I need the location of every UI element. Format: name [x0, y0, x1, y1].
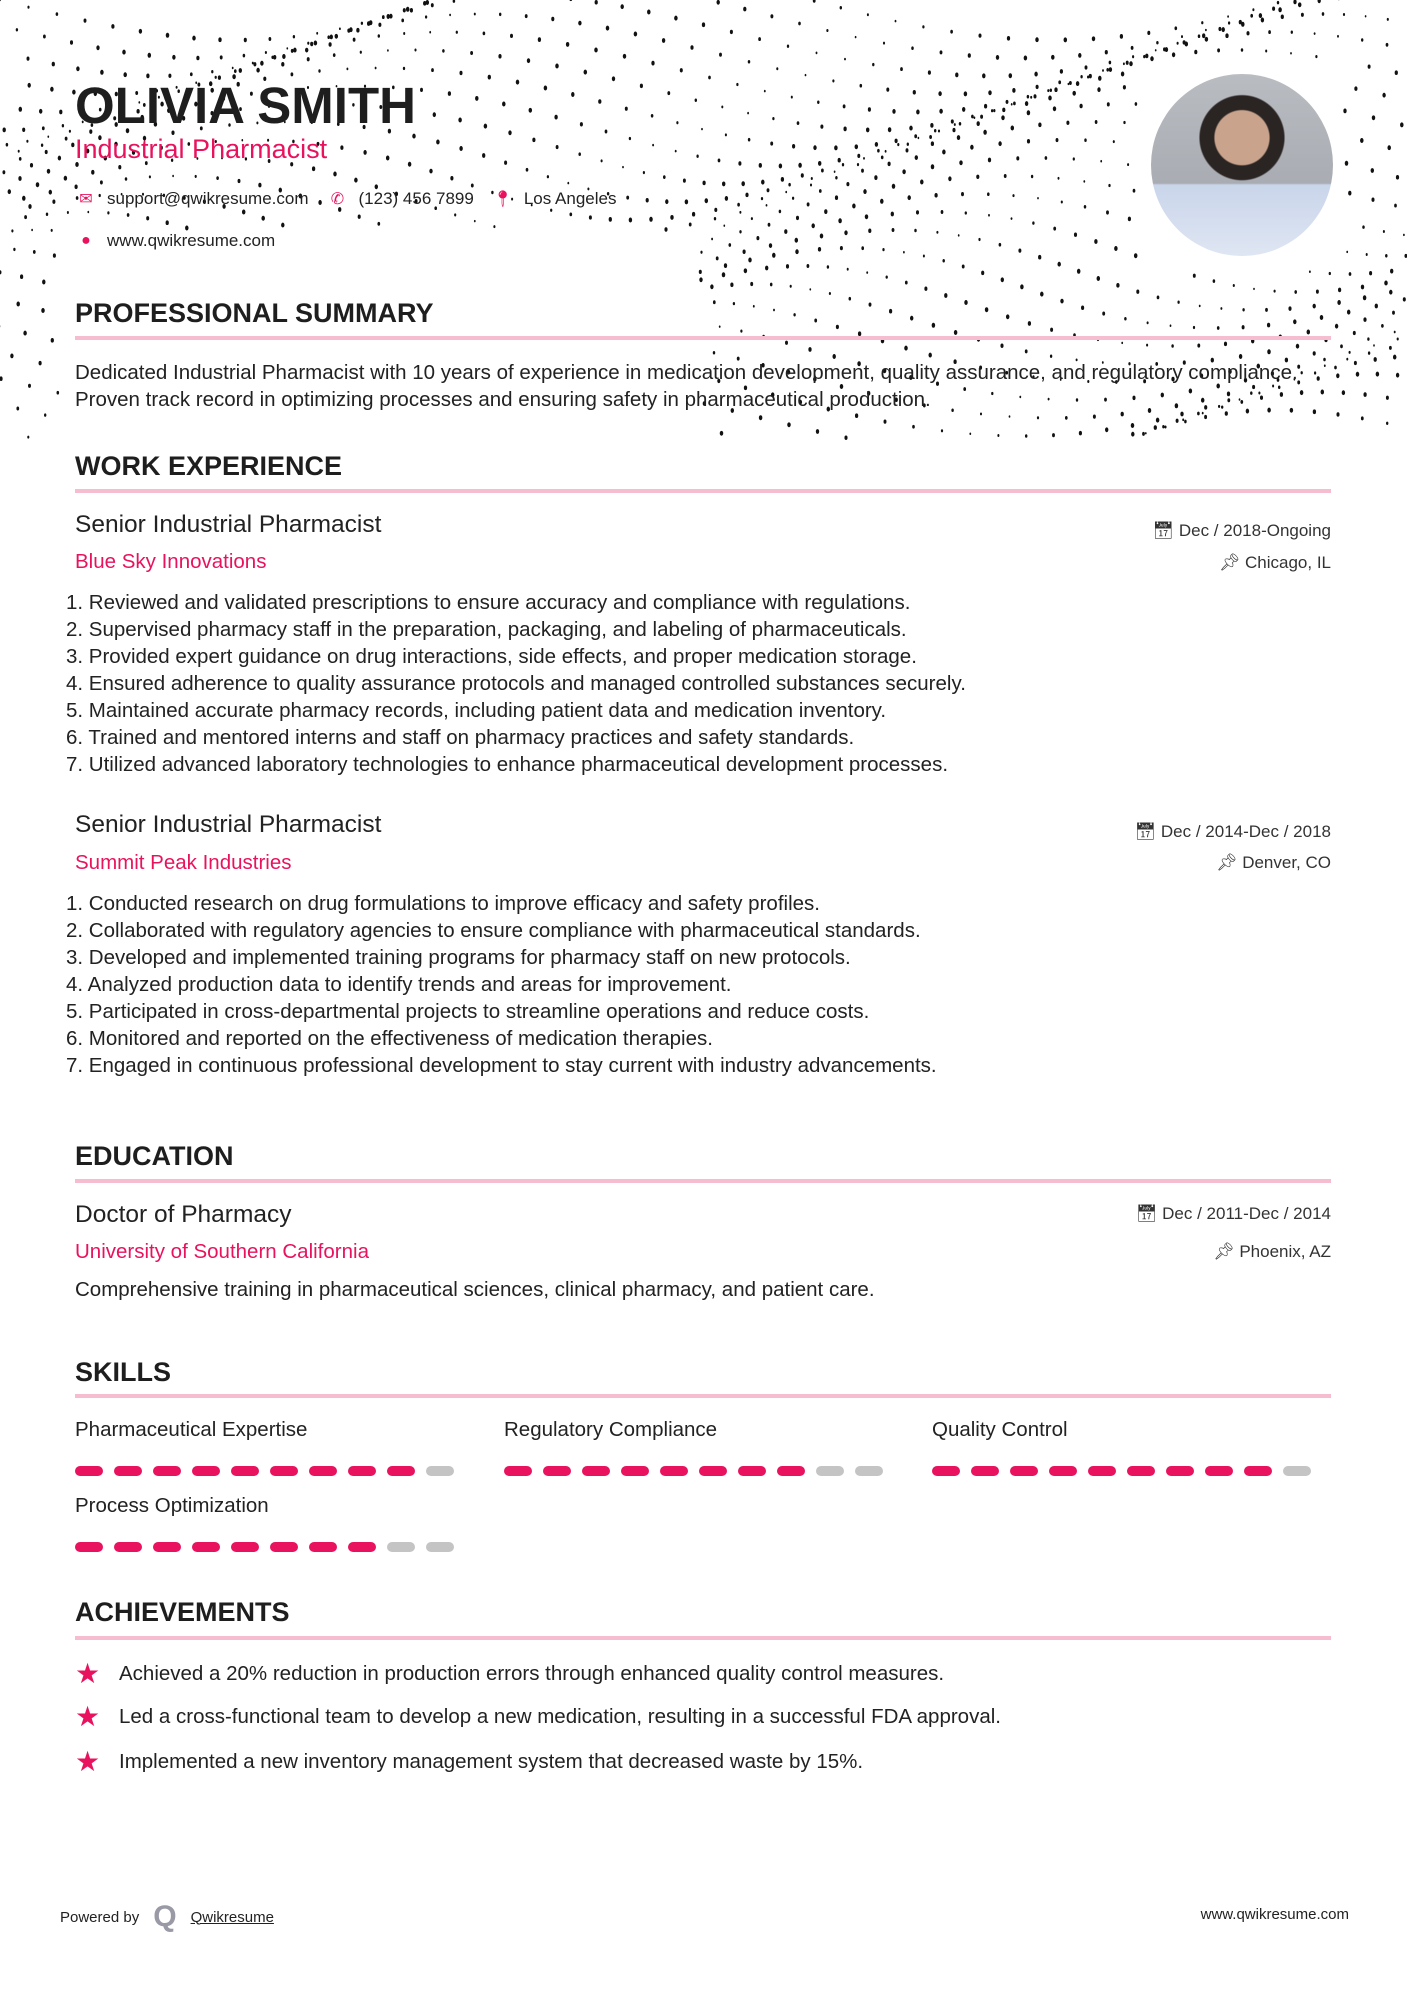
calendar-icon: 📅︎: [1134, 822, 1161, 841]
location-text: Phoenix, AZ: [1239, 1242, 1331, 1261]
contact-row: [75, 189, 616, 209]
list-item: 7. Utilized advanced laboratory technologies to enhance pharmaceutical development processes.: [66, 753, 949, 776]
skill-rating-segment: [231, 1466, 259, 1476]
section-divider: [75, 1394, 1331, 1398]
section-heading-education: EDUCATION: [75, 1141, 234, 1171]
skill-rating-segment: [192, 1542, 220, 1552]
list-item: 2. Collaborated with regulatory agencies to ensure compliance with pharmaceutical standards.: [66, 919, 921, 942]
powered-by-label: Powered by: [60, 1908, 140, 1926]
brand-link[interactable]: Qwikresume: [190, 1908, 274, 1926]
list-item: 7. Engaged in continuous professional development to stay current with industry advancements.: [66, 1054, 937, 1077]
date-text: Dec / 2011-Dec / 2014: [1162, 1204, 1331, 1223]
section-divider: [75, 1636, 1331, 1640]
section-divider: [75, 1179, 1331, 1183]
list-item: 5. Maintained accurate pharmacy records, including patient data and medication inventory.: [66, 699, 887, 722]
job-bullets: [66, 890, 937, 1079]
job-date: [1135, 822, 1331, 842]
skill-rating-segment: [153, 1466, 181, 1476]
skill-rating-segment: [309, 1466, 337, 1476]
skill-rating-segment: [660, 1466, 688, 1476]
achievement-text: Led a cross-functional team to develop a new medication, resulting in a successful FDA approval.: [119, 1704, 1001, 1728]
candidate-name: OLIVIA SMITH: [75, 77, 416, 134]
list-item: 4. Analyzed production data to identify trends and areas for improvement.: [66, 973, 732, 996]
company-name: Summit Peak Industries: [75, 851, 292, 874]
pin-icon: 📌︎: [1218, 553, 1245, 572]
skill-rating-bar: [75, 1466, 454, 1476]
skill-rating-segment: [1049, 1466, 1077, 1476]
location-text: Chicago, IL: [1245, 553, 1331, 572]
calendar-icon: 📅︎: [1135, 1204, 1163, 1223]
skill-rating-segment: [1244, 1466, 1272, 1476]
footer-powered-by: [60, 1900, 274, 1934]
job-title: Industrial Pharmacist: [75, 134, 328, 164]
section-heading-achievements: ACHIEVEMENTS: [75, 1597, 290, 1627]
achievement-item: [75, 1657, 944, 1690]
phone-icon: ✆: [330, 191, 345, 208]
list-item: 3. Developed and implemented training programs for pharmacy staff on new protocols.: [66, 946, 851, 969]
skill-rating-segment: [114, 1542, 142, 1552]
section-divider: [75, 336, 1331, 340]
email-link[interactable]: support@qwikresume.com: [107, 189, 309, 208]
list-item: 6. Monitored and reported on the effectiveness of medication therapies.: [66, 1027, 713, 1050]
summary-text: Dedicated Industrial Pharmacist with 10 years of experience in medication development, quality assurance, and regulatory compliance. Proven track record in optimizing processes and ensuring safety in pharmaceutical production.: [75, 361, 1298, 411]
skill-rating-segment: [75, 1542, 103, 1552]
list-item: 3. Provided expert guidance on drug interactions, side effects, and proper medication storage.: [66, 645, 917, 668]
star-icon: ★: [75, 1658, 101, 1689]
envelope-icon: ✉: [79, 191, 93, 208]
company-name: Blue Sky Innovations: [75, 550, 267, 573]
skill-rating-segment: [387, 1466, 415, 1476]
achievement-item: [75, 1745, 863, 1778]
skill-rating-bar: [504, 1466, 883, 1476]
skill-rating-segment: [582, 1466, 610, 1476]
skill-rating-bar: [75, 1542, 454, 1552]
achievement-text: Achieved a 20% reduction in production errors through enhanced quality control measures.: [119, 1661, 945, 1685]
skill-rating-segment: [75, 1466, 103, 1476]
skill-rating-segment: [699, 1466, 727, 1476]
list-item: 6. Trained and mentored interns and staff on pharmacy practices and safety standards.: [66, 726, 855, 749]
skill-rating-segment: [348, 1542, 376, 1552]
star-icon: ★: [75, 1701, 101, 1732]
skill-rating-segment: [738, 1466, 766, 1476]
list-item: 1. Reviewed and validated prescriptions to ensure accuracy and compliance with regulations.: [66, 591, 911, 614]
education-description: Comprehensive training in pharmaceutical sciences, clinical pharmacy, and patient care.: [75, 1278, 875, 1301]
star-icon: ★: [75, 1746, 101, 1777]
skill-name: Process Optimization: [75, 1494, 269, 1517]
achievement-text: Implemented a new inventory management system that decreased waste by 15%.: [119, 1749, 864, 1773]
education-date: [1136, 1204, 1331, 1224]
school-name: University of Southern California: [75, 1240, 369, 1263]
skill-rating-segment: [932, 1466, 960, 1476]
job-location: [1219, 553, 1331, 573]
skill-rating-segment: [1010, 1466, 1038, 1476]
pin-icon: 📌︎: [1215, 853, 1243, 872]
list-item: 4. Ensured adherence to quality assurance protocols and managed controlled substances securely.: [66, 672, 966, 695]
skill-rating-segment: [971, 1466, 999, 1476]
location-text: Denver, CO: [1242, 853, 1331, 872]
skill-rating-segment: [1088, 1466, 1116, 1476]
skill-rating-segment: [543, 1466, 571, 1476]
pin-icon: 📌︎: [1213, 1242, 1240, 1261]
skill-rating-segment: [270, 1466, 298, 1476]
skill-rating-bar: [932, 1466, 1311, 1476]
section-heading-summary: PROFESSIONAL SUMMARY: [75, 298, 434, 328]
skill-name: Pharmaceutical Expertise: [75, 1418, 308, 1441]
achievement-item: [75, 1700, 1001, 1733]
list-item: 5. Participated in cross-departmental projects to streamline operations and reduce costs.: [66, 1000, 870, 1023]
job-title: Senior Industrial Pharmacist: [75, 811, 382, 838]
date-text: Dec / 2014-Dec / 2018: [1160, 822, 1331, 841]
skill-rating-segment: [309, 1542, 337, 1552]
section-heading-skills: SKILLS: [75, 1357, 172, 1387]
list-item: 2. Supervised pharmacy staff in the preparation, packaging, and labeling of pharmaceuticals.: [66, 618, 907, 641]
skill-rating-segment: [192, 1466, 220, 1476]
skill-rating-segment: [777, 1466, 805, 1476]
skill-rating-segment: [1166, 1466, 1194, 1476]
skill-rating-segment: [504, 1466, 532, 1476]
phone-text: (123) 456 7899: [358, 189, 474, 208]
date-text: Dec / 2018-Ongoing: [1178, 521, 1331, 540]
globe-icon: ●: [81, 232, 91, 249]
job-bullets: [66, 589, 966, 778]
skill-rating-segment: [348, 1466, 376, 1476]
calendar-icon: 📅︎: [1152, 521, 1179, 540]
section-heading-experience: WORK EXPERIENCE: [75, 451, 343, 481]
section-divider: [75, 489, 1331, 493]
job-date: [1153, 521, 1331, 541]
skill-rating-segment: [855, 1466, 883, 1476]
location-text: Los Angeles: [523, 189, 617, 208]
job-title: Senior Industrial Pharmacist: [75, 511, 382, 538]
skill-rating-segment: [1283, 1466, 1311, 1476]
skill-rating-segment: [621, 1466, 649, 1476]
skill-rating-segment: [426, 1542, 454, 1552]
profile-photo: [1151, 74, 1333, 256]
skill-rating-segment: [387, 1542, 415, 1552]
website-link[interactable]: www.qwikresume.com: [107, 231, 276, 250]
skill-rating-segment: [1127, 1466, 1155, 1476]
footer-website[interactable]: www.qwikresume.com: [1200, 1906, 1349, 1923]
skill-rating-segment: [153, 1542, 181, 1552]
skill-name: Regulatory Compliance: [504, 1418, 718, 1441]
skill-rating-segment: [816, 1466, 844, 1476]
skill-rating-segment: [114, 1466, 142, 1476]
list-item: 1. Conducted research on drug formulations to improve efficacy and safety profiles.: [66, 892, 820, 915]
website-row: [75, 231, 275, 251]
skill-rating-segment: [1205, 1466, 1233, 1476]
skill-rating-segment: [231, 1542, 259, 1552]
map-pin-icon: 📍︎: [492, 191, 513, 208]
qwikresume-logo-icon: Q: [153, 1900, 177, 1933]
job-location: [1216, 853, 1331, 873]
skill-rating-segment: [270, 1542, 298, 1552]
skill-rating-segment: [426, 1466, 454, 1476]
education-location: [1213, 1242, 1331, 1262]
skill-name: Quality Control: [932, 1418, 1068, 1441]
degree-title: Doctor of Pharmacy: [75, 1201, 292, 1228]
